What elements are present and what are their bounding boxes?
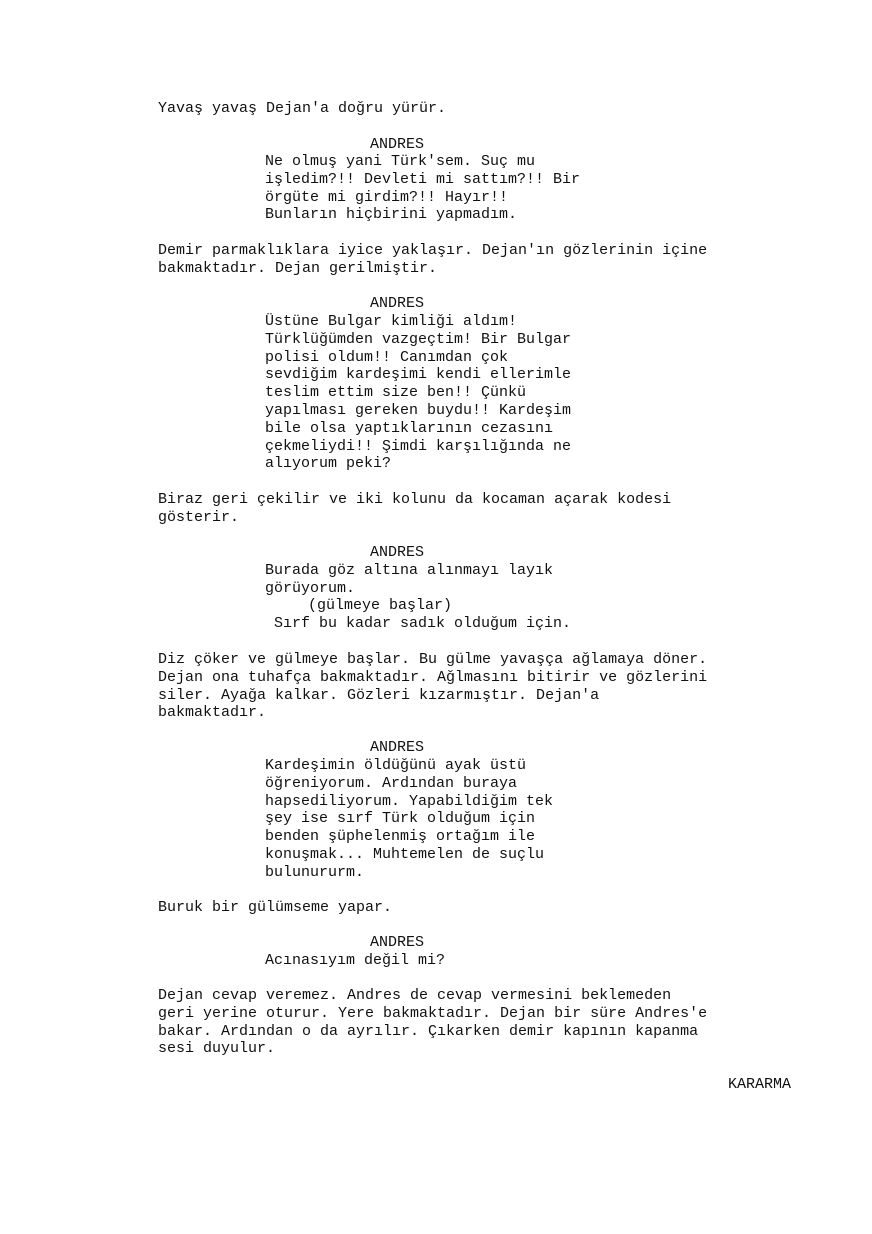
character-name: ANDRES xyxy=(370,544,425,561)
character-name: ANDRES xyxy=(370,934,425,951)
dialogue: Ne olmuş yani Türk'sem. Suç mu işledim?!! Devleti mi sattım?!! Bir örgüte mi girdim?!! Hayır!! Bunların hiçbirini yapmadım. xyxy=(265,153,581,224)
dialogue: Kardeşimin öldüğünü ayak üstü öğreniyorum. Ardından buraya hapsediliyorum. Yapabildiğim tek şey ise sırf Türk olduğum için benden şüphelenmiş ortağım ile konuşmak... Muhtemelen de suçlu bulunururm. xyxy=(265,757,554,881)
character-name: ANDRES xyxy=(370,739,425,756)
action-line: Diz çöker ve gülmeye başlar. Bu gülme yavaşça ağlamaya döner. Dejan ona tuhafça bakmaktadır. Ağlmasını bitirir ve gözlerini siler. Ayağa kalkar. Gözleri kızarmıştır. Dejan'a bakmaktadır. xyxy=(158,651,708,722)
dialogue: Sırf bu kadar sadık olduğum için. xyxy=(265,615,572,632)
action-line: Yavaş yavaş Dejan'a doğru yürür. xyxy=(158,100,447,117)
transition: KARARMA xyxy=(728,1076,792,1093)
action-line: Dejan cevap veremez. Andres de cevap vermesini beklemeden geri yerine oturur. Yere bakmaktadır. Dejan bir süre Andres'e bakar. Ardından o da ayrılır. Çıkarken demir kapının kapanma sesi duyulur. xyxy=(158,987,708,1058)
dialogue: Üstüne Bulgar kimliği aldım! Türklüğümden vazgeçtim! Bir Bulgar polisi oldum!! Canımdan çok sevdiğim kardeşimi kendi ellerimle teslim ettim size ben!! Çünkü yapılması gereken buydu!! Kardeşim bile olsa yaptıklarının cezasını çekmeliydi!! Şimdi karşılığında ne alıyorum peki? xyxy=(265,313,572,473)
dialogue: Burada göz altına alınmayı layık görüyorum. xyxy=(265,562,554,597)
action-line: Buruk bir gülümseme yapar. xyxy=(158,899,393,916)
character-name: ANDRES xyxy=(370,136,425,153)
parenthetical: (gülmeye başlar) xyxy=(308,597,453,614)
action-line: Demir parmaklıklara iyice yaklaşır. Dejan'ın gözlerinin içine bakmaktadır. Dejan gerilmiştir. xyxy=(158,242,708,277)
action-line: Biraz geri çekilir ve iki kolunu da kocaman açarak kodesi gösterir. xyxy=(158,491,672,526)
character-name: ANDRES xyxy=(370,295,425,312)
dialogue: Acınasıyım değil mi? xyxy=(265,952,446,969)
